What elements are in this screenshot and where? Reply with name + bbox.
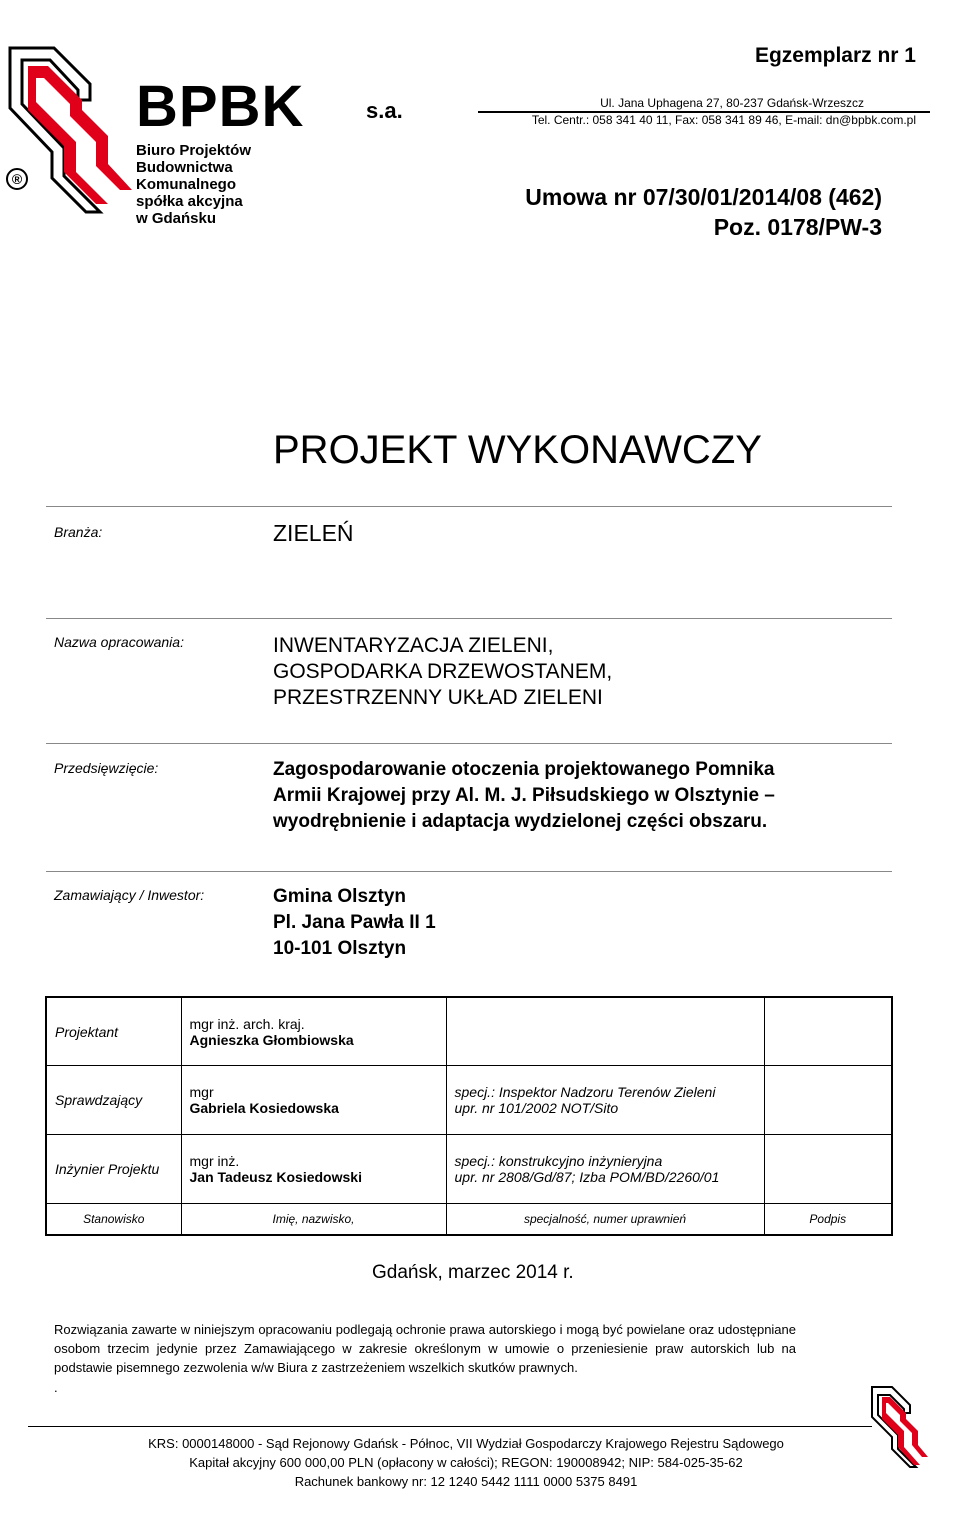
signature-cell[interactable] (764, 1134, 892, 1203)
project-line: Armii Krajowej przy Al. M. J. Piłsudskiego w Olsztynie – (273, 785, 775, 806)
study-name (273, 633, 612, 711)
document-title: PROJEKT WYKONAWCZY (273, 428, 762, 472)
specialty: specj.: Inspektor Nadzoru Terenów Zieleni (454, 1084, 716, 1101)
name-cell (181, 997, 446, 1066)
person-title: mgr inż. arch. kraj. (189, 1015, 305, 1032)
investor-line: 10-101 Olsztyn (273, 938, 407, 959)
person-name: Jan Tadeusz Kosiedowski (189, 1168, 362, 1185)
bpbk-logo-mark (4, 44, 134, 219)
study-line: INWENTARYZACJA ZIELENI, (273, 634, 554, 657)
table-row (46, 1066, 892, 1135)
study-line: PRZESTRZENNY UKŁAD ZIELENI (273, 686, 603, 709)
name-cell (181, 1134, 446, 1203)
logo-name-line: spółka akcyjna (136, 193, 243, 210)
footer-signature: Podpis (764, 1203, 892, 1235)
investor-line: Gmina Olsztyn (273, 886, 407, 907)
section-divider (46, 871, 892, 872)
footer-divider (28, 1426, 872, 1427)
footer-spec: specjalność, numer uprawnień (446, 1203, 764, 1235)
branch-value: ZIELEŃ (273, 520, 354, 546)
role-cell: Inżynier Projektu (46, 1134, 181, 1203)
role-cell: Projektant (46, 997, 181, 1066)
project-description (273, 757, 775, 835)
license-number: upr. nr 101/2002 NOT/Sito (454, 1100, 619, 1117)
project-line: wyodrębnienie i adaptacja wydzielonej części obszaru. (273, 811, 768, 832)
logo-sa: s.a. (366, 98, 403, 123)
name-cell (181, 1066, 446, 1135)
bank-account-line: Rachunek bankowy nr: 12 1240 5442 1111 0000 5375 8491 (294, 1474, 638, 1489)
investor-label: Zamawiający / Inwestor: (54, 887, 205, 903)
place-date: Gdańsk, marzec 2014 r. (372, 1262, 574, 1283)
branch-label: Branża: (54, 524, 103, 540)
logo-mark-red (28, 66, 132, 204)
footer-logo-red (882, 1397, 928, 1465)
stray-dot: . (54, 1380, 58, 1395)
spec-cell (446, 997, 764, 1066)
logo-company-name (136, 142, 251, 227)
license-number: upr. nr 2808/Gd/87; Izba POM/BD/2260/01 (454, 1168, 720, 1185)
copyright-notice: Rozwiązania zawarte w niniejszym opracowaniu podlegają ochronie prawa autorskiego i mogą być powielane oraz udostępniane osobom trzecim jedynie przez Zamawiającego w zakresie określonym w umowie o przeniesienie praw autorskich lub na podstawie pisemnego zezwolenia w/w Biura z zastrzeżeniem wszelkich skutków prawnych. (54, 1322, 796, 1375)
logo-wordmark: BPBK (136, 74, 305, 139)
section-divider (46, 618, 892, 619)
table-row (46, 997, 892, 1066)
contact-line: Tel. Centr.: 058 341 40 11, Fax: 058 341 89 46, E-mail: dn@bpbk.com.pl (531, 113, 916, 127)
investor-details (273, 884, 436, 962)
logo-name-line: Budownictwa (136, 159, 233, 176)
person-title: mgr inż. (189, 1152, 240, 1169)
specialty: specj.: konstrukcyjno inżynieryjna (454, 1152, 663, 1169)
person-name: Gabriela Kosiedowska (189, 1100, 339, 1117)
spec-cell (446, 1134, 764, 1203)
logo-name-line: Komunalnego (136, 176, 236, 193)
project-line: Zagospodarowanie otoczenia projektowanego Pomnika (273, 759, 775, 780)
section-divider (46, 506, 892, 507)
capital-line: Kapitał akcyjny 600 000,00 PLN (opłacony w całości); REGON: 190008942; NIP: 584-025-35-62 (189, 1455, 743, 1470)
registered-mark: ® (6, 168, 28, 190)
krs-line: KRS: 0000148000 - Sąd Rejonowy Gdańsk - Północ, VII Wydział Gospodarczy Krajowego Rejestru Sądowego (148, 1436, 784, 1451)
address-line: Ul. Jana Uphagena 27, 80-237 Gdańsk-Wrzeszcz (600, 96, 864, 110)
role-cell: Sprawdzający (46, 1066, 181, 1135)
study-line: GOSPODARKA DRZEWOSTANEM, (273, 660, 613, 683)
footer-position: Stanowisko (46, 1203, 181, 1235)
contract-number: Umowa nr 07/30/01/2014/08 (462) (525, 184, 882, 210)
person-name: Agnieszka Głombiowska (189, 1031, 354, 1048)
table-row (46, 1134, 892, 1203)
bpbk-footer-logo (870, 1385, 930, 1473)
investor-line: Pl. Jana Pawła II 1 (273, 912, 436, 933)
logo-name-line: Biuro Projektów (136, 142, 252, 159)
position-number: Poz. 0178/PW-3 (713, 214, 882, 240)
copy-number: Egzemplarz nr 1 (754, 44, 916, 67)
project-label: Przedsięwzięcie: (54, 760, 159, 776)
spec-cell (446, 1066, 764, 1135)
logo-name-line: w Gdańsku (136, 210, 217, 227)
section-divider (46, 743, 892, 744)
signature-cell[interactable] (764, 1066, 892, 1135)
signature-cell[interactable] (764, 997, 892, 1066)
study-label: Nazwa opracowania: (54, 634, 184, 650)
signature-table (45, 996, 893, 1236)
footer-name: Imię, nazwisko, (181, 1203, 446, 1235)
person-title: mgr (189, 1084, 214, 1101)
table-footer-row (46, 1203, 892, 1235)
